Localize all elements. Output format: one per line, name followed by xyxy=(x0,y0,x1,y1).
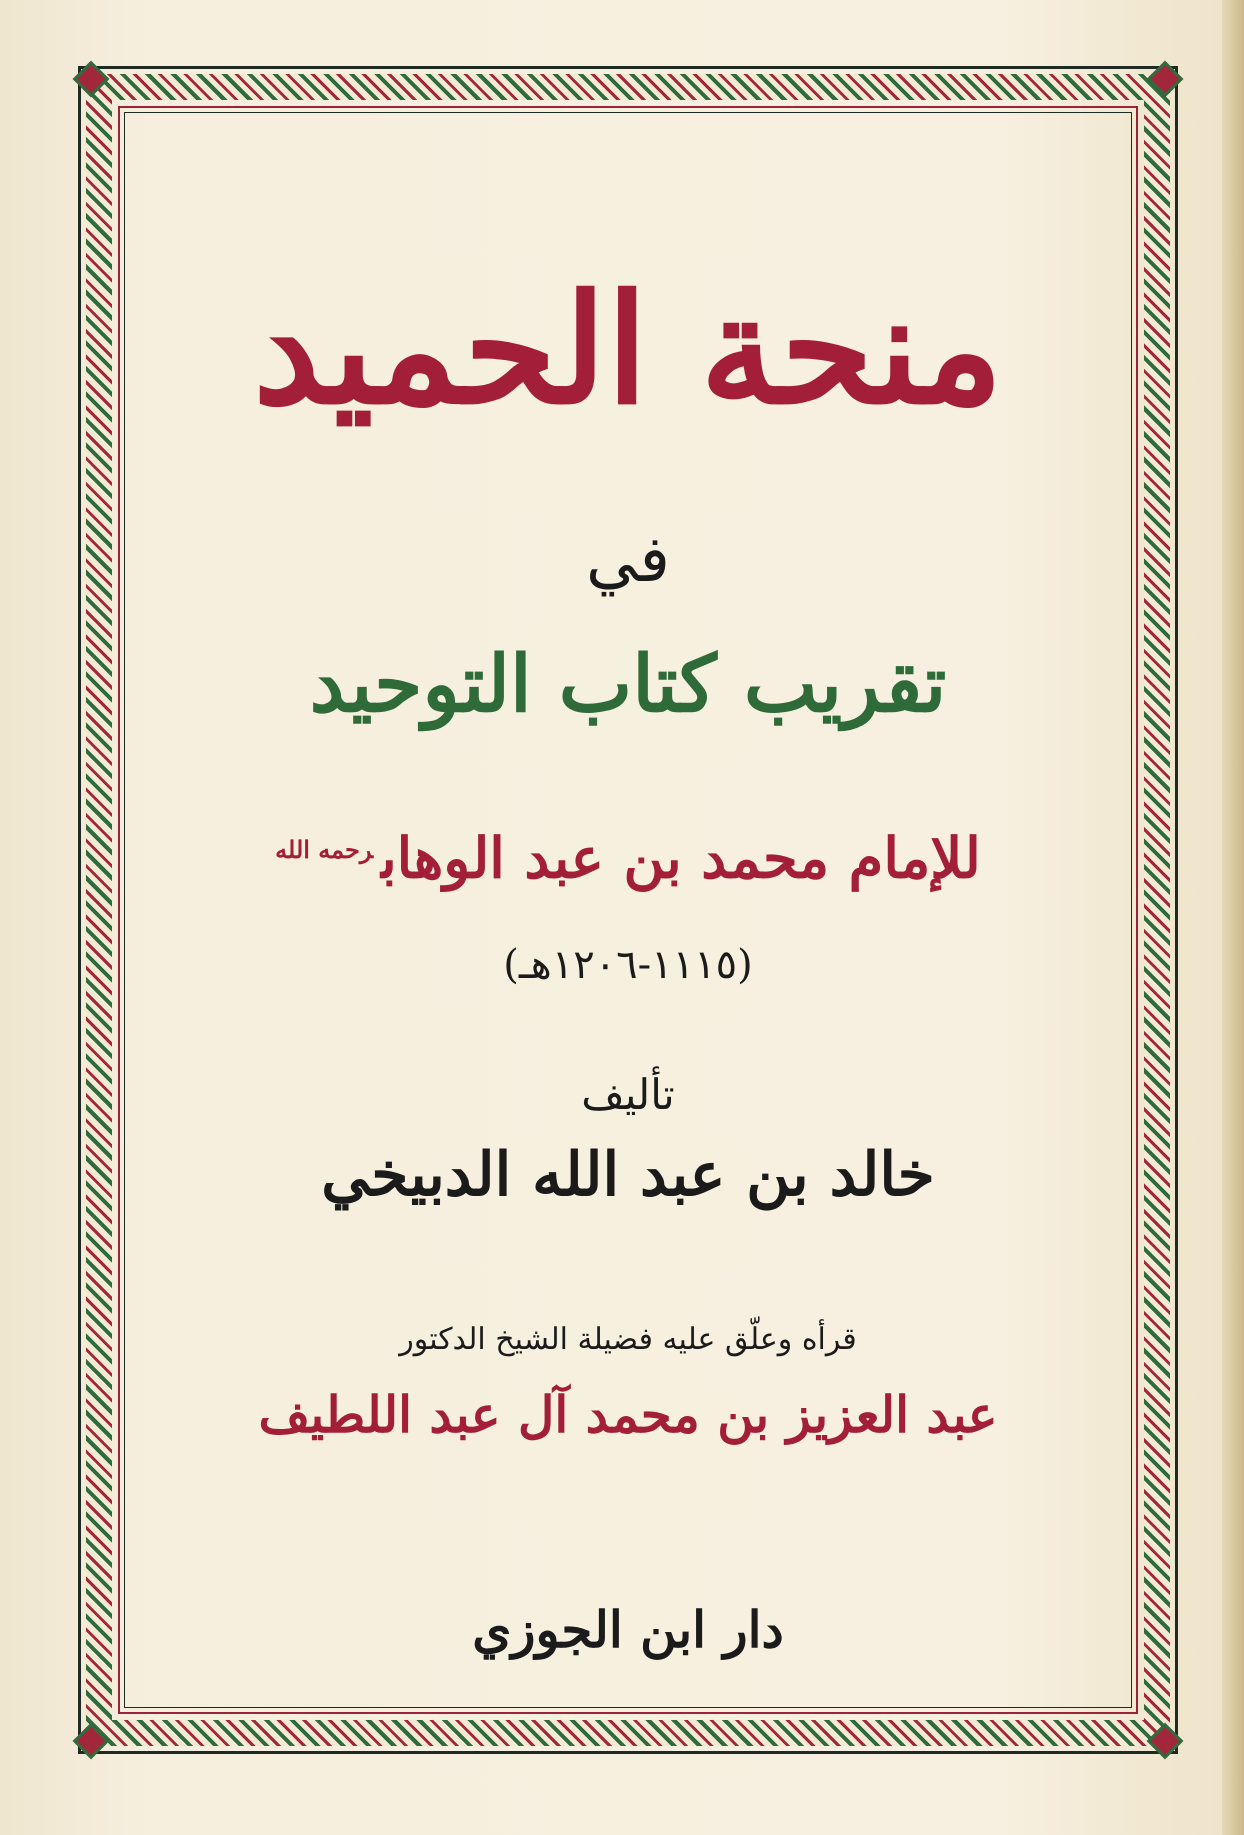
imam-line xyxy=(130,810,1126,899)
imam-dates: (١١١٥-١٢٠٦هـ) xyxy=(503,942,753,988)
honorific: رحمه الله xyxy=(275,835,374,864)
publisher-name: دار ابن الجوزي xyxy=(472,1600,784,1659)
reviewer-label: قرأه وعلّق عليه فضيلة الشيخ الدكتور xyxy=(399,1322,857,1357)
book-subtitle: تقريب كتاب التوحيد xyxy=(309,639,947,730)
title-connector: في xyxy=(586,523,670,597)
authorship-label: تأليف xyxy=(581,1070,675,1119)
author-name: خالد بن عبد الله الدبيخي xyxy=(321,1140,935,1210)
book-title: منحة الحميد xyxy=(253,262,1003,438)
cover-content xyxy=(130,120,1126,1700)
imam-name: للإمام محمد بن عبد الوهاب xyxy=(381,825,981,892)
page-edge xyxy=(1222,0,1244,1835)
reviewer-name: عبد العزيز بن محمد آل عبد اللطيف xyxy=(258,1385,998,1444)
